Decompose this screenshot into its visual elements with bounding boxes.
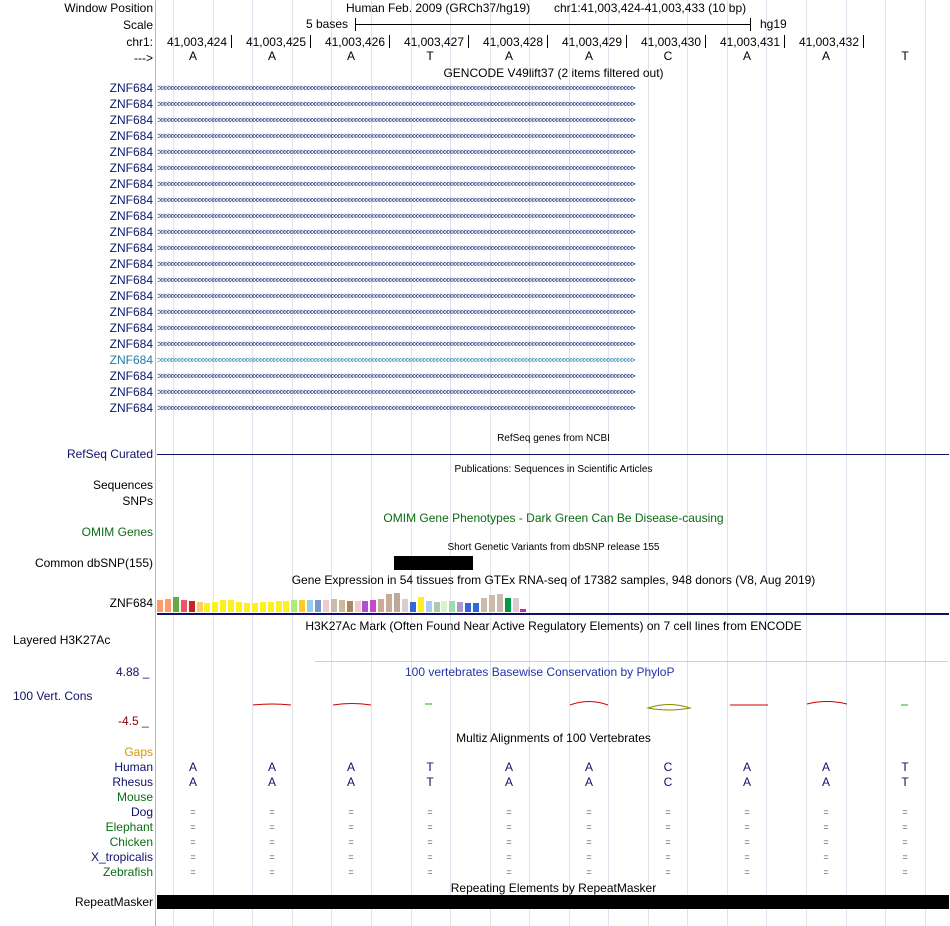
- sequences-track-label[interactable]: Sequences: [92, 478, 153, 492]
- aligned-match: =: [427, 867, 433, 877]
- aligned-base: T: [426, 775, 434, 789]
- gencode-transcript[interactable]: >>>>>>>>>>>>>>>>>>>>>>>>>>>>>>>>>>>>>>>>>>>>>>>>>>>>>>>>>>>>>>>>>>>>>>>>>>>>>>>>>>>>>>>>>>>>>>>>>>>>>>>>>>>>>>>>>>>>>>>>>>>>>>>>>>>>>>>>>>>>: [157, 243, 634, 253]
- gtex-bar[interactable]: [268, 602, 274, 612]
- gencode-transcript[interactable]: >>>>>>>>>>>>>>>>>>>>>>>>>>>>>>>>>>>>>>>>>>>>>>>>>>>>>>>>>>>>>>>>>>>>>>>>>>>>>>>>>>>>>>>>>>>>>>>>>>>>>>>>>>>>>>>>>>>>>>>>>>>>>>>>>>>>>>>>>>>>: [157, 371, 634, 381]
- aligned-match: =: [902, 867, 908, 877]
- gtex-bar[interactable]: [513, 598, 519, 612]
- species-label[interactable]: Mouse: [116, 790, 153, 804]
- phylop-min-label: -4.5 _: [118, 714, 149, 728]
- phylop-track-title: 100 vertebrates Basewise Conservation by PhyloP: [405, 665, 675, 679]
- aligned-base: C: [663, 775, 673, 789]
- aligned-match: =: [506, 852, 512, 862]
- species-label[interactable]: Chicken: [109, 835, 153, 849]
- repeatmasker-track-title: Repeating Elements by RepeatMasker: [450, 881, 657, 895]
- base-letter: A: [584, 49, 593, 63]
- aligned-match: =: [902, 807, 908, 817]
- base-letter: A: [267, 49, 276, 63]
- phylop-mark: [648, 705, 690, 711]
- aligned-match: =: [348, 807, 354, 817]
- chrom-label: chr1:: [126, 35, 153, 49]
- scale-bar-right-tick: [750, 18, 751, 31]
- dbsnp-track-label[interactable]: Common dbSNP(155): [34, 556, 153, 570]
- gencode-transcript[interactable]: >>>>>>>>>>>>>>>>>>>>>>>>>>>>>>>>>>>>>>>>>>>>>>>>>>>>>>>>>>>>>>>>>>>>>>>>>>>>>>>>>>>>>>>>>>>>>>>>>>>>>>>>>>>>>>>>>>>>>>>>>>>>>>>>>>>>>>>>>>>>: [157, 323, 634, 333]
- omim-track-label[interactable]: OMIM Genes: [81, 525, 153, 539]
- aligned-base: A: [267, 760, 276, 774]
- gtex-bar[interactable]: [347, 601, 353, 612]
- gencode-transcript[interactable]: >>>>>>>>>>>>>>>>>>>>>>>>>>>>>>>>>>>>>>>>>>>>>>>>>>>>>>>>>>>>>>>>>>>>>>>>>>>>>>>>>>>>>>>>>>>>>>>>>>>>>>>>>>>>>>>>>>>>>>>>>>>>>>>>>>>>>>>>>>>>: [157, 291, 634, 301]
- aligned-match: =: [586, 822, 592, 832]
- coordinate-label: 41,003,430: [640, 35, 701, 49]
- omim-track-title: OMIM Gene Phenotypes - Dark Green Can Be Disease-causing: [383, 511, 724, 525]
- gencode-gene-label[interactable]: ZNF684: [109, 241, 153, 255]
- refseq-track-title: RefSeq genes from NCBI: [497, 433, 610, 444]
- gencode-gene-label[interactable]: ZNF684: [109, 97, 153, 111]
- aligned-base: A: [188, 775, 197, 789]
- base-letter: T: [426, 49, 434, 63]
- gtex-bar[interactable]: [315, 600, 321, 612]
- aligned-base: C: [663, 760, 673, 774]
- aligned-match: =: [190, 867, 196, 877]
- dbsnp-track-title: Short Genetic Variants from dbSNP release 155: [447, 542, 660, 553]
- aligned-match: =: [348, 867, 354, 877]
- coordinate-label: 41,003,427: [403, 35, 464, 49]
- aligned-match: =: [586, 867, 592, 877]
- aligned-match: =: [506, 837, 512, 847]
- gtex-bar[interactable]: [236, 602, 242, 612]
- phylop-max-label: 4.88 _: [116, 665, 150, 679]
- base-letter: A: [504, 49, 513, 63]
- phylop-signal[interactable]: [157, 695, 949, 715]
- gtex-bar[interactable]: [339, 600, 345, 612]
- aligned-match: =: [190, 822, 196, 832]
- gencode-transcript[interactable]: >>>>>>>>>>>>>>>>>>>>>>>>>>>>>>>>>>>>>>>>>>>>>>>>>>>>>>>>>>>>>>>>>>>>>>>>>>>>>>>>>>>>>>>>>>>>>>>>>>>>>>>>>>>>>>>>>>>>>>>>>>>>>>>>>>>>>>>>>>>>: [157, 163, 634, 173]
- gtex-bar[interactable]: [307, 600, 313, 612]
- coordinate-tick: [389, 35, 390, 48]
- h3k27ac-track-title: H3K27Ac Mark (Often Found Near Active Regulatory Elements) on 7 cell lines from ENCODE: [305, 619, 802, 633]
- repeatmasker-track-label[interactable]: RepeatMasker: [74, 895, 153, 909]
- aligned-match: =: [427, 837, 433, 847]
- gtex-bar[interactable]: [355, 601, 361, 612]
- gtex-bar[interactable]: [441, 601, 447, 612]
- gencode-transcript[interactable]: >>>>>>>>>>>>>>>>>>>>>>>>>>>>>>>>>>>>>>>>>>>>>>>>>>>>>>>>>>>>>>>>>>>>>>>>>>>>>>>>>>>>>>>>>>>>>>>>>>>>>>>>>>>>>>>>>>>>>>>>>>>>>>>>>>>>>>>>>>>>: [157, 387, 634, 397]
- coordinate-tick: [705, 35, 706, 48]
- aligned-base: A: [821, 775, 830, 789]
- aligned-base: A: [584, 775, 593, 789]
- aligned-match: =: [823, 867, 829, 877]
- gencode-transcript[interactable]: >>>>>>>>>>>>>>>>>>>>>>>>>>>>>>>>>>>>>>>>>>>>>>>>>>>>>>>>>>>>>>>>>>>>>>>>>>>>>>>>>>>>>>>>>>>>>>>>>>>>>>>>>>>>>>>>>>>>>>>>>>>>>>>>>>>>>>>>>>>>: [157, 195, 634, 205]
- base-letter: C: [663, 49, 673, 63]
- species-label[interactable]: Elephant: [105, 820, 153, 834]
- phylop-mark: [570, 702, 608, 706]
- aligned-base: A: [742, 760, 751, 774]
- gtex-bar[interactable]: [181, 600, 187, 612]
- aligned-match: =: [586, 807, 592, 817]
- gencode-gene-label[interactable]: ZNF684: [109, 145, 153, 159]
- aligned-base: T: [901, 775, 909, 789]
- aligned-base: A: [346, 760, 355, 774]
- coordinate-tick: [547, 35, 548, 48]
- coordinate-label: 41,003,432: [798, 35, 859, 49]
- scale-label: Scale: [122, 18, 153, 32]
- species-label[interactable]: Dog: [130, 805, 153, 819]
- window-position-label: Window Position: [64, 1, 153, 15]
- aligned-match: =: [348, 822, 354, 832]
- strand-label: --->: [134, 51, 153, 65]
- aligned-match: =: [506, 822, 512, 832]
- gtex-bar[interactable]: [189, 601, 195, 612]
- snps-track-label[interactable]: SNPs: [122, 494, 153, 508]
- gencode-transcript[interactable]: >>>>>>>>>>>>>>>>>>>>>>>>>>>>>>>>>>>>>>>>>>>>>>>>>>>>>>>>>>>>>>>>>>>>>>>>>>>>>>>>>>>>>>>>>>>>>>>>>>>>>>>>>>>>>>>>>>>>>>>>>>>>>>>>>>>>>>>>>>>>: [157, 211, 634, 221]
- scale-bar: [355, 24, 751, 25]
- aligned-base: A: [504, 760, 513, 774]
- gtex-bar[interactable]: [291, 600, 297, 612]
- aligned-match: =: [823, 822, 829, 832]
- gtex-bar[interactable]: [228, 600, 234, 612]
- aligned-match: =: [665, 822, 671, 832]
- aligned-match: =: [665, 867, 671, 877]
- gtex-bar[interactable]: [489, 595, 495, 612]
- phylop-mark: [253, 704, 291, 705]
- gencode-transcript[interactable]: >>>>>>>>>>>>>>>>>>>>>>>>>>>>>>>>>>>>>>>>>>>>>>>>>>>>>>>>>>>>>>>>>>>>>>>>>>>>>>>>>>>>>>>>>>>>>>>>>>>>>>>>>>>>>>>>>>>>>>>>>>>>>>>>>>>>>>>>>>>>: [157, 275, 634, 285]
- aligned-base: A: [584, 760, 593, 774]
- aligned-match: =: [744, 867, 750, 877]
- gencode-gene-label[interactable]: ZNF684: [109, 81, 153, 95]
- phylop-mark: [807, 702, 847, 705]
- gtex-bar[interactable]: [220, 600, 226, 612]
- coordinate-label: 41,003,426: [324, 35, 385, 49]
- coordinate-label: 41,003,429: [561, 35, 622, 49]
- base-letter: A: [346, 49, 355, 63]
- aligned-base: T: [901, 760, 909, 774]
- gtex-bar[interactable]: [386, 594, 392, 612]
- aligned-match: =: [506, 867, 512, 877]
- aligned-match: =: [190, 807, 196, 817]
- aligned-match: =: [348, 837, 354, 847]
- gaps-label: Gaps: [124, 745, 153, 759]
- gencode-transcript[interactable]: >>>>>>>>>>>>>>>>>>>>>>>>>>>>>>>>>>>>>>>>>>>>>>>>>>>>>>>>>>>>>>>>>>>>>>>>>>>>>>>>>>>>>>>>>>>>>>>>>>>>>>>>>>>>>>>>>>>>>>>>>>>>>>>>>>>>>>>>>>>>: [157, 307, 634, 317]
- species-label[interactable]: Human: [114, 760, 153, 774]
- gencode-gene-label[interactable]: ZNF684: [109, 401, 153, 415]
- species-label[interactable]: X_tropicalis: [90, 850, 153, 864]
- gencode-transcript[interactable]: >>>>>>>>>>>>>>>>>>>>>>>>>>>>>>>>>>>>>>>>>>>>>>>>>>>>>>>>>>>>>>>>>>>>>>>>>>>>>>>>>>>>>>>>>>>>>>>>>>>>>>>>>>>>>>>>>>>>>>>>>>>>>>>>>>>>>>>>>>>>: [157, 99, 634, 109]
- aligned-match: =: [348, 852, 354, 862]
- aligned-match: =: [744, 807, 750, 817]
- aligned-match: =: [744, 852, 750, 862]
- phylop-track-label[interactable]: 100 Vert. Cons: [13, 689, 93, 703]
- coordinate-tick: [863, 35, 864, 48]
- coordinate-tick: [784, 35, 785, 48]
- gencode-gene-label[interactable]: ZNF684: [109, 113, 153, 127]
- aligned-match: =: [506, 807, 512, 817]
- gencode-gene-label[interactable]: ZNF684: [109, 385, 153, 399]
- aligned-match: =: [269, 852, 275, 862]
- gtex-bar[interactable]: [157, 600, 163, 612]
- coordinate-label: 41,003,428: [482, 35, 543, 49]
- scale-text: 5 bases: [306, 17, 349, 31]
- gencode-transcript[interactable]: >>>>>>>>>>>>>>>>>>>>>>>>>>>>>>>>>>>>>>>>>>>>>>>>>>>>>>>>>>>>>>>>>>>>>>>>>>>>>>>>>>>>>>>>>>>>>>>>>>>>>>>>>>>>>>>>>>>>>>>>>>>>>>>>>>>>>>>>>>>>: [157, 339, 634, 349]
- gtex-bar[interactable]: [426, 601, 432, 612]
- refseq-track-line[interactable]: [157, 454, 949, 455]
- coordinate-tick: [310, 35, 311, 48]
- gencode-transcript[interactable]: >>>>>>>>>>>>>>>>>>>>>>>>>>>>>>>>>>>>>>>>>>>>>>>>>>>>>>>>>>>>>>>>>>>>>>>>>>>>>>>>>>>>>>>>>>>>>>>>>>>>>>>>>>>>>>>>>>>>>>>>>>>>>>>>>>>>>>>>>>>>: [157, 147, 634, 157]
- aligned-match: =: [586, 837, 592, 847]
- gtex-bar[interactable]: [465, 603, 471, 612]
- multiz-track-title: Multiz Alignments of 100 Vertebrates: [456, 731, 651, 745]
- gencode-transcript[interactable]: >>>>>>>>>>>>>>>>>>>>>>>>>>>>>>>>>>>>>>>>>>>>>>>>>>>>>>>>>>>>>>>>>>>>>>>>>>>>>>>>>>>>>>>>>>>>>>>>>>>>>>>>>>>>>>>>>>>>>>>>>>>>>>>>>>>>>>>>>>>>: [157, 83, 634, 93]
- gtex-bar[interactable]: [173, 597, 179, 612]
- base-letter: A: [742, 49, 751, 63]
- gtex-bar[interactable]: [212, 602, 218, 612]
- gtex-bar[interactable]: [260, 602, 266, 612]
- base-letter: T: [901, 49, 909, 63]
- coordinate-tick: [231, 35, 232, 48]
- aligned-match: =: [902, 837, 908, 847]
- gencode-transcript[interactable]: >>>>>>>>>>>>>>>>>>>>>>>>>>>>>>>>>>>>>>>>>>>>>>>>>>>>>>>>>>>>>>>>>>>>>>>>>>>>>>>>>>>>>>>>>>>>>>>>>>>>>>>>>>>>>>>>>>>>>>>>>>>>>>>>>>>>>>>>>>>>: [157, 259, 634, 269]
- gtex-bar[interactable]: [394, 593, 400, 612]
- coordinate-label: 41,003,424: [166, 35, 227, 49]
- aligned-base: A: [504, 775, 513, 789]
- scale-db: hg19: [760, 17, 787, 31]
- gtex-bar[interactable]: [505, 598, 511, 612]
- coordinate-tick: [626, 35, 627, 48]
- gtex-bar[interactable]: [299, 600, 305, 612]
- gtex-bar[interactable]: [402, 599, 408, 612]
- aligned-base: A: [821, 760, 830, 774]
- gtex-bar[interactable]: [481, 598, 487, 612]
- gtex-bar[interactable]: [497, 594, 503, 612]
- aligned-match: =: [823, 852, 829, 862]
- gencode-transcript[interactable]: >>>>>>>>>>>>>>>>>>>>>>>>>>>>>>>>>>>>>>>>>>>>>>>>>>>>>>>>>>>>>>>>>>>>>>>>>>>>>>>>>>>>>>>>>>>>>>>>>>>>>>>>>>>>>>>>>>>>>>>>>>>>>>>>>>>>>>>>>>>>: [157, 227, 634, 237]
- aligned-match: =: [269, 867, 275, 877]
- gtex-bar[interactable]: [276, 601, 282, 612]
- species-label[interactable]: Zebrafish: [102, 865, 153, 879]
- refseq-track-label[interactable]: RefSeq Curated: [66, 447, 153, 461]
- gencode-gene-label[interactable]: ZNF684: [109, 273, 153, 287]
- aligned-match: =: [744, 837, 750, 847]
- aligned-match: =: [269, 822, 275, 832]
- repeatmasker-block[interactable]: [157, 895, 949, 909]
- gencode-gene-label[interactable]: ZNF684: [109, 369, 153, 383]
- publications-track-title: Publications: Sequences in Scientific Articles: [454, 464, 653, 475]
- gencode-transcript[interactable]: >>>>>>>>>>>>>>>>>>>>>>>>>>>>>>>>>>>>>>>>>>>>>>>>>>>>>>>>>>>>>>>>>>>>>>>>>>>>>>>>>>>>>>>>>>>>>>>>>>>>>>>>>>>>>>>>>>>>>>>>>>>>>>>>>>>>>>>>>>>>: [157, 355, 634, 365]
- assembly-title: Human Feb. 2009 (GRCh37/hg19): [346, 1, 531, 15]
- aligned-match: =: [190, 837, 196, 847]
- aligned-base: A: [188, 760, 197, 774]
- aligned-match: =: [586, 852, 592, 862]
- gtex-bar[interactable]: [449, 601, 455, 612]
- gtex-bar[interactable]: [197, 602, 203, 612]
- species-label[interactable]: Rhesus: [112, 775, 153, 789]
- aligned-match: =: [823, 837, 829, 847]
- gtex-track-title: Gene Expression in 54 tissues from GTEx RNA-seq of 17382 samples, 948 donors (V8, Aug 2019): [291, 573, 816, 587]
- gencode-gene-label[interactable]: ZNF684: [109, 225, 153, 239]
- gencode-gene-label[interactable]: ZNF684: [109, 337, 153, 351]
- aligned-match: =: [427, 807, 433, 817]
- aligned-match: =: [665, 807, 671, 817]
- gtex-bar[interactable]: [323, 600, 329, 612]
- gencode-transcript[interactable]: >>>>>>>>>>>>>>>>>>>>>>>>>>>>>>>>>>>>>>>>>>>>>>>>>>>>>>>>>>>>>>>>>>>>>>>>>>>>>>>>>>>>>>>>>>>>>>>>>>>>>>>>>>>>>>>>>>>>>>>>>>>>>>>>>>>>>>>>>>>>: [157, 179, 634, 189]
- gencode-transcript[interactable]: >>>>>>>>>>>>>>>>>>>>>>>>>>>>>>>>>>>>>>>>>>>>>>>>>>>>>>>>>>>>>>>>>>>>>>>>>>>>>>>>>>>>>>>>>>>>>>>>>>>>>>>>>>>>>>>>>>>>>>>>>>>>>>>>>>>>>>>>>>>>: [157, 131, 634, 141]
- gencode-transcript[interactable]: >>>>>>>>>>>>>>>>>>>>>>>>>>>>>>>>>>>>>>>>>>>>>>>>>>>>>>>>>>>>>>>>>>>>>>>>>>>>>>>>>>>>>>>>>>>>>>>>>>>>>>>>>>>>>>>>>>>>>>>>>>>>>>>>>>>>>>>>>>>>: [157, 403, 634, 413]
- gtex-bar[interactable]: [457, 602, 463, 612]
- gtex-bar[interactable]: [165, 599, 171, 612]
- aligned-match: =: [665, 837, 671, 847]
- aligned-base: T: [426, 760, 434, 774]
- aligned-match: =: [427, 852, 433, 862]
- gtex-bar[interactable]: [331, 599, 337, 612]
- aligned-match: =: [269, 837, 275, 847]
- phylop-mark: [333, 704, 371, 706]
- gencode-gene-label[interactable]: ZNF684: [109, 193, 153, 207]
- gtex-bar[interactable]: [244, 603, 250, 612]
- coordinate-tick: [468, 35, 469, 48]
- gencode-gene-label[interactable]: ZNF684: [109, 129, 153, 143]
- base-letter: A: [188, 49, 197, 63]
- gtex-bar[interactable]: [283, 601, 289, 612]
- gtex-bar[interactable]: [418, 597, 424, 612]
- aligned-match: =: [190, 852, 196, 862]
- gencode-gene-label[interactable]: ZNF684: [109, 257, 153, 271]
- base-letter: A: [821, 49, 830, 63]
- coordinate-label: 41,003,425: [245, 35, 306, 49]
- coordinate-label: 41,003,431: [719, 35, 780, 49]
- scale-bar-left-tick: [355, 18, 356, 31]
- aligned-match: =: [902, 852, 908, 862]
- gencode-gene-label[interactable]: ZNF684: [109, 161, 153, 175]
- gencode-gene-label[interactable]: ZNF684: [109, 321, 153, 335]
- gtex-bar[interactable]: [362, 601, 368, 612]
- gencode-transcript[interactable]: >>>>>>>>>>>>>>>>>>>>>>>>>>>>>>>>>>>>>>>>>>>>>>>>>>>>>>>>>>>>>>>>>>>>>>>>>>>>>>>>>>>>>>>>>>>>>>>>>>>>>>>>>>>>>>>>>>>>>>>>>>>>>>>>>>>>>>>>>>>>: [157, 115, 634, 125]
- h3k27ac-signal-line: [315, 661, 948, 662]
- gencode-gene-label[interactable]: ZNF684: [109, 177, 153, 191]
- aligned-match: =: [744, 822, 750, 832]
- gtex-bar[interactable]: [410, 602, 416, 612]
- gtex-bar[interactable]: [252, 603, 258, 612]
- aligned-base: A: [742, 775, 751, 789]
- aligned-base: A: [346, 775, 355, 789]
- gtex-bar[interactable]: [434, 602, 440, 612]
- gencode-gene-label[interactable]: ZNF684: [109, 353, 153, 367]
- gtex-bar[interactable]: [370, 600, 376, 612]
- aligned-match: =: [427, 822, 433, 832]
- gencode-track-title: GENCODE V49lift37 (2 items filtered out): [443, 66, 664, 80]
- gtex-divider-line: [157, 613, 949, 615]
- gtex-track-label[interactable]: ZNF684: [109, 596, 153, 610]
- dbsnp-variant-block[interactable]: [394, 556, 473, 570]
- h3k27ac-track-label[interactable]: Layered H3K27Ac: [13, 633, 111, 647]
- window-position-value: chr1:41,003,424-41,003,433 (10 bp): [554, 1, 747, 15]
- gencode-gene-label[interactable]: ZNF684: [109, 209, 153, 223]
- aligned-match: =: [823, 807, 829, 817]
- aligned-match: =: [269, 807, 275, 817]
- gencode-gene-label[interactable]: ZNF684: [109, 305, 153, 319]
- aligned-match: =: [665, 852, 671, 862]
- track-label-divider: [155, 0, 156, 926]
- gtex-bar[interactable]: [204, 603, 210, 612]
- gtex-bar[interactable]: [473, 603, 479, 612]
- gencode-gene-label[interactable]: ZNF684: [109, 289, 153, 303]
- gtex-bar[interactable]: [520, 609, 526, 612]
- aligned-base: A: [267, 775, 276, 789]
- aligned-match: =: [902, 822, 908, 832]
- gtex-bar[interactable]: [378, 599, 384, 612]
